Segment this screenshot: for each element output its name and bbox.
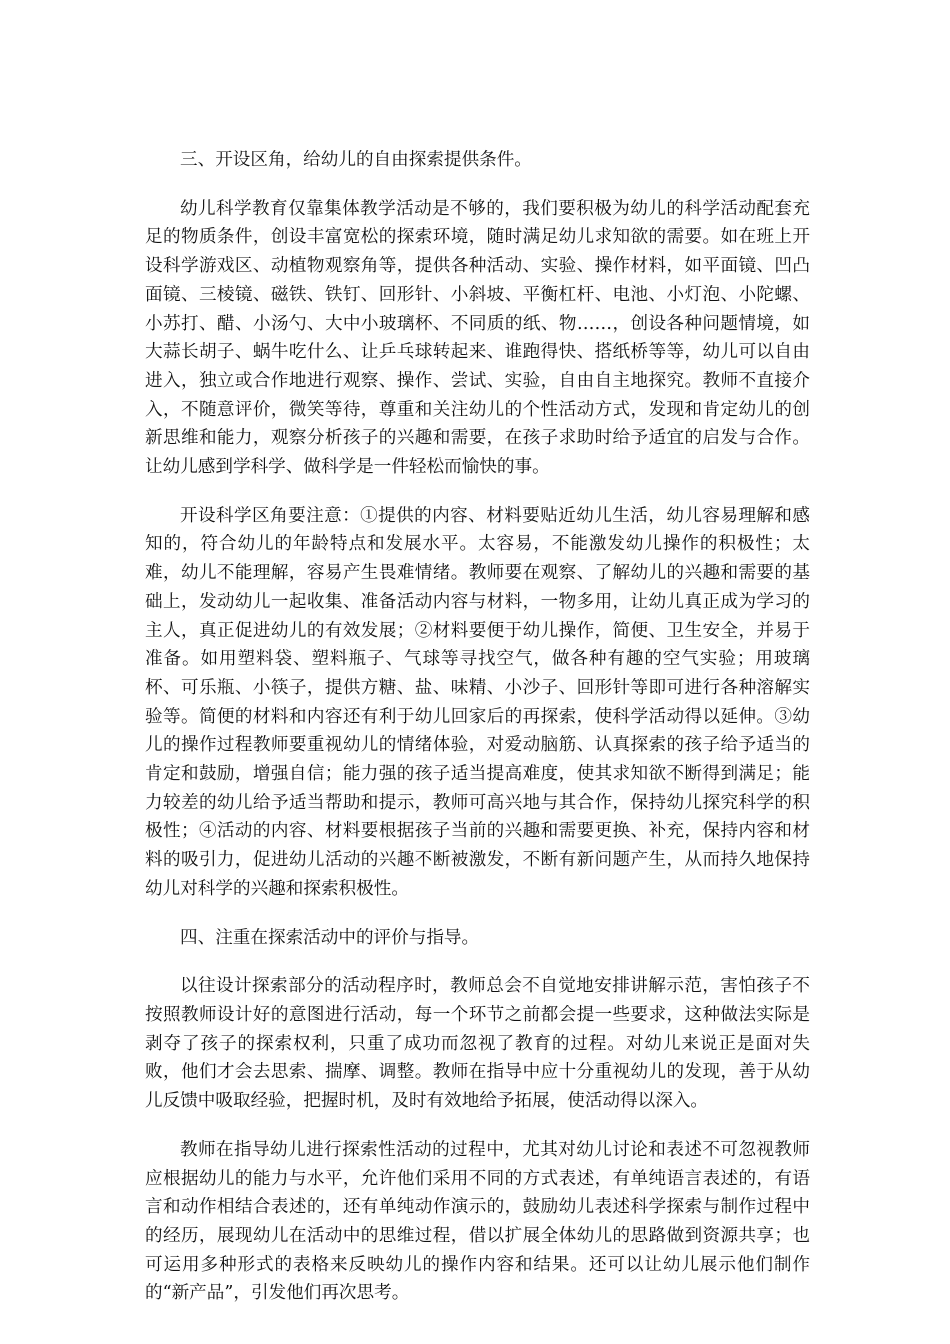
section-3-paragraph-2: 开设科学区角要注意：①提供的内容、材料要贴近幼儿生活，幼儿容易理解和感知的，符合幼儿的年龄特点和发展水平。太容易，不能激发幼儿操作的积极性；太难，幼儿不能理解，容易产生畏难情绪。教师要在观察、了解幼儿的兴趣和需要的基础上，发动幼儿一起收集、准备活动内容与材料，一物多用，让幼儿真正成为学习的主人，真正促进幼儿的有效发展；②材料要便于幼儿操作，简便、卫生安全，并易于准备。如用塑料袋、塑料瓶子、气球等寻找空气，做各种有趣的空气实验；用玻璃杯、可乐瓶、小筷子，提供方糖、盐、味精、小沙子、回形针等即可进行各种溶解实验等。简便的材料和内容还有利于幼儿回家后的再探索，使科学活动得以延伸。③幼儿的操作过程教师要重视幼儿的情绪体验，对爱动脑筋、认真探索的孩子给予适当的肯定和鼓励，增强自信；能力强的孩子适当提高难度，使其求知欲不断得到满足；能力较差的幼儿给予适当帮助和提示，教师可高兴地与其合作，保持幼儿探究科学的积极性；④活动的内容、材料要根据孩子当前的兴趣和需要更换、补充，保持内容和材料的吸引力，促进幼儿活动的兴趣不断被激发，不断有新问题产生，从而持久地保持幼儿对科学的兴趣和探索积极性。 bbox=[145, 505, 810, 899]
section-4-paragraph-2: 教师在指导幼儿进行探索性活动的过程中，尤其对幼儿讨论和表述不可忽视教师应根据幼儿的能力与水平，允许他们采用不同的方式表述，有单纯语言表述的，有语言和动作相结合表述的，还有单纯动作演示的，鼓励幼儿表述科学探索与制作过程中的经历，展现幼儿在活动中的思维过程，借以扩展全体幼儿的思路做到资源共享；也可运用多种形式的表格来反映幼儿的操作内容和结果。还可以让幼儿展示他们制作的“新产品”，引发他们再次思考。 bbox=[145, 1139, 810, 1304]
section-4-heading: 四、注重在探索活动中的评价与指导。 bbox=[180, 927, 480, 948]
document-body bbox=[145, 146, 810, 1328]
section-3-heading: 三、开设区角，给幼儿的自由探索提供条件。 bbox=[180, 150, 532, 170]
section-3-paragraph-1: 幼儿科学教育仅靠集体教学活动是不够的，我们要积极为幼儿的科学活动配套充足的物质条件，创设丰富宽松的探索环境，随时满足幼儿求知欲的需要。如在班上开设科学游戏区、动植物观察角等，提供各种活动、实验、操作材料，如平面镜、凹凸面镜、三棱镜、磁铁、铁钉、回形针、小斜坡、平衡杠杆、电池、小灯泡、小陀螺、小苏打、醋、小汤勺、大中小玻璃杯、不同质的纸、物……，创设各种问题情境，如大蒜长胡子、蜗牛吃什么、让乒乓球转起来、谁跑得快、搭纸桥等等，幼儿可以自由进入，独立或合作地进行观察、操作、尝试、实验，自由自主地探究。教师不直接介入，不随意评价，微笑等待，尊重和关注幼儿的个性活动方式，发现和肯定幼儿的创新思维和能力，观察分析孩子的兴趣和需要，在孩子求助时给予适宜的启发与合作。让幼儿感到学科学、做科学是一件轻松而愉快的事。 bbox=[145, 198, 810, 478]
section-4-paragraph-1: 以往设计探索部分的活动程序时，教师总会不自觉地安排讲解示范，害怕孩子不按照教师设计好的意图进行活动，每一个环节之前都会提一些要求，这种做法实际是剥夺了孩子的探索权利，只重了成功而忽视了教育的过程。对幼儿来说正是面对失败，他们才会去思索、揣摩、调整。教师在指导中应十分重视幼儿的发现，善于从幼儿反馈中吸取经验，把握时机，及时有效地给予拓展，使活动得以深入。 bbox=[145, 976, 810, 1112]
